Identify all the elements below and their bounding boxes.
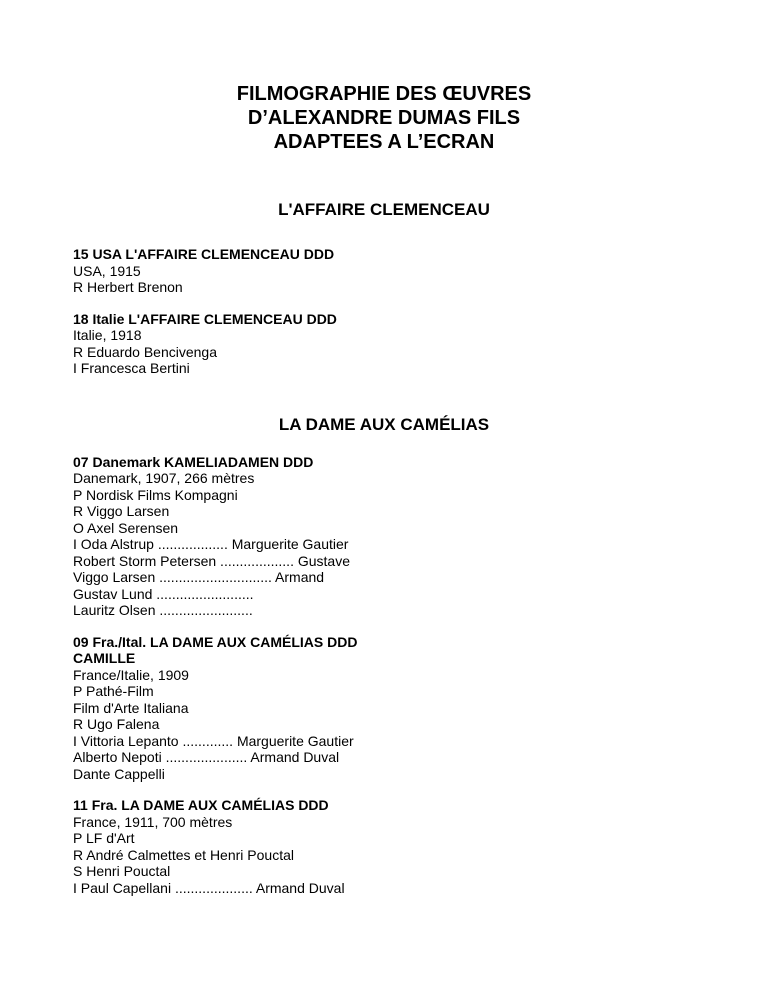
entry-line: Danemark, 1907, 266 mètres bbox=[73, 470, 255, 486]
entry-line: Italie, 1918 bbox=[73, 327, 142, 343]
film-entry bbox=[73, 634, 695, 783]
entry-line: P Nordisk Films Kompagni bbox=[73, 486, 238, 503]
entry-line: Lauritz Olsen ........................ bbox=[73, 602, 253, 618]
entry-line: R Ugo Falena bbox=[73, 716, 160, 732]
film-entry bbox=[73, 311, 695, 377]
entry-line: Viggo Larsen ............................. Armand bbox=[73, 569, 325, 585]
entry-line: Film d'Arte Italiana bbox=[73, 699, 189, 716]
title-line: FILMOGRAPHIE DES ŒUVRES bbox=[236, 83, 532, 105]
entry-heading: CAMILLE bbox=[73, 650, 136, 666]
entry-line: Alberto Nepoti ..................... Armand Duval bbox=[73, 749, 340, 765]
entry-line: R Herbert Brenon bbox=[73, 279, 183, 295]
entry-line: R Viggo Larsen bbox=[73, 503, 170, 519]
entry-line: I Paul Capellani .................... Armand Duval bbox=[73, 879, 345, 896]
entry-line: France/Italie, 1909 bbox=[73, 666, 189, 683]
entry-line: Gustav Lund ......................... bbox=[73, 585, 254, 602]
entry-line: France, 1911, 700 mètres bbox=[73, 813, 233, 830]
entry-heading: 11 Fra. LA DAME AUX CAMÉLIAS DDD bbox=[73, 797, 329, 813]
film-entry bbox=[73, 797, 695, 896]
entry-line: I Oda Alstrup .................. Marguerite Gautier bbox=[73, 536, 349, 552]
film-entry bbox=[73, 246, 695, 296]
entry-heading: 07 Danemark KAMELIADAMEN DDD bbox=[73, 453, 314, 470]
entry-line: Robert Storm Petersen ................... Gustave bbox=[73, 552, 350, 569]
entry-line: I Francesca Bertini bbox=[73, 360, 190, 376]
entry-heading: 09 Fra./Ital. LA DAME AUX CAMÉLIAS DDD bbox=[73, 633, 358, 650]
entry-line: I Vittoria Lepanto ............. Marguerite Gautier bbox=[73, 732, 354, 749]
entry-line: R Eduardo Bencivenga bbox=[73, 343, 217, 360]
entry-line: USA, 1915 bbox=[73, 262, 141, 279]
entry-line: P Pathé-Film bbox=[73, 683, 154, 699]
entry-line: O Axel Serensen bbox=[73, 519, 179, 536]
section-title-dame-aux-camelias: LA DAME AUX CAMÉLIAS bbox=[278, 414, 490, 434]
entry-line: Dante Cappelli bbox=[73, 765, 165, 782]
title-line: D’ALEXANDRE DUMAS FILS bbox=[247, 107, 521, 129]
entry-heading: 18 Italie L'AFFAIRE CLEMENCEAU DDD bbox=[73, 310, 337, 327]
entry-line: P LF d'Art bbox=[73, 830, 135, 846]
document-title bbox=[73, 82, 695, 154]
entry-line: R André Calmettes et Henri Pouctal bbox=[73, 846, 294, 863]
document-page bbox=[73, 82, 695, 896]
entry-line: S Henri Pouctal bbox=[73, 863, 171, 879]
title-line: ADAPTEES A L’ECRAN bbox=[273, 131, 495, 153]
section-title-affaire-clemenceau: L'AFFAIRE CLEMENCEAU bbox=[278, 200, 490, 219]
entry-heading: 15 USA L'AFFAIRE CLEMENCEAU DDD bbox=[73, 246, 335, 262]
film-entry bbox=[73, 454, 695, 619]
